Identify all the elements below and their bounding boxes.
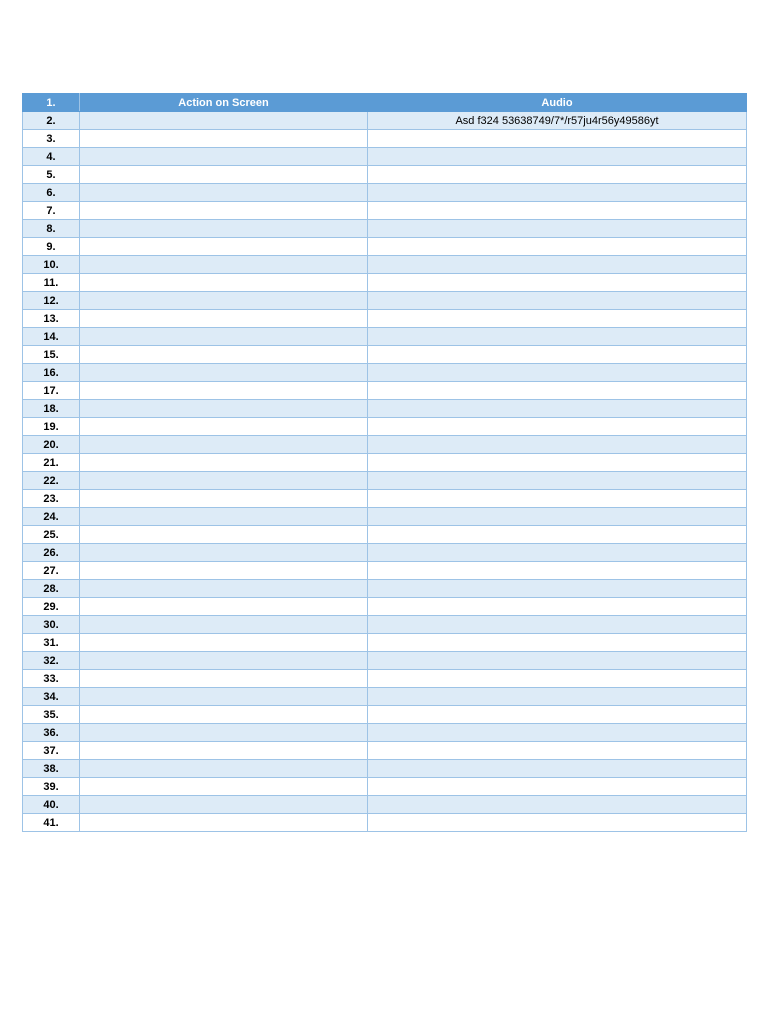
row-number-cell: 26. <box>23 544 80 562</box>
audio-cell[interactable] <box>368 184 747 202</box>
row-number-cell: 15. <box>23 346 80 364</box>
audio-cell[interactable] <box>368 238 747 256</box>
audio-cell[interactable] <box>368 688 747 706</box>
header-action-cell[interactable]: Action on Screen <box>80 94 368 112</box>
audio-cell[interactable] <box>368 220 747 238</box>
audio-cell[interactable] <box>368 148 747 166</box>
table-row <box>23 616 747 634</box>
table-row <box>23 796 747 814</box>
row-number-cell: 31. <box>23 634 80 652</box>
audio-cell[interactable] <box>368 814 747 832</box>
action-cell[interactable] <box>80 202 368 220</box>
action-cell[interactable] <box>80 112 368 130</box>
table-row <box>23 490 747 508</box>
table-row <box>23 364 747 382</box>
row-number-cell: 19. <box>23 418 80 436</box>
row-number-cell: 12. <box>23 292 80 310</box>
table-row <box>23 238 747 256</box>
table-row <box>23 508 747 526</box>
action-cell[interactable] <box>80 760 368 778</box>
script-table <box>22 93 747 832</box>
row-number-cell: 20. <box>23 436 80 454</box>
row-number-cell: 4. <box>23 148 80 166</box>
action-cell[interactable] <box>80 526 368 544</box>
audio-cell[interactable] <box>368 652 747 670</box>
table-row <box>23 310 747 328</box>
action-cell[interactable] <box>80 688 368 706</box>
row-number-cell: 3. <box>23 130 80 148</box>
row-number-cell: 39. <box>23 778 80 796</box>
action-cell[interactable] <box>80 346 368 364</box>
row-number-cell: 38. <box>23 760 80 778</box>
row-number-cell: 11. <box>23 274 80 292</box>
action-cell[interactable] <box>80 292 368 310</box>
audio-cell[interactable] <box>368 202 747 220</box>
table-row <box>23 202 747 220</box>
table-row <box>23 778 747 796</box>
action-cell[interactable] <box>80 634 368 652</box>
action-cell[interactable] <box>80 508 368 526</box>
audio-cell[interactable] <box>368 670 747 688</box>
row-number-cell: 17. <box>23 382 80 400</box>
audio-cell[interactable] <box>368 472 747 490</box>
audio-cell[interactable] <box>368 418 747 436</box>
audio-cell[interactable] <box>368 490 747 508</box>
table-row <box>23 220 747 238</box>
row-number-cell: 14. <box>23 328 80 346</box>
audio-cell[interactable] <box>368 130 747 148</box>
audio-cell[interactable] <box>368 328 747 346</box>
audio-cell[interactable] <box>368 580 747 598</box>
audio-cell[interactable] <box>368 256 747 274</box>
audio-cell[interactable] <box>368 778 747 796</box>
audio-cell[interactable] <box>368 166 747 184</box>
table-row <box>23 148 747 166</box>
audio-cell[interactable] <box>368 616 747 634</box>
audio-cell[interactable] <box>368 292 747 310</box>
row-number-cell: 22. <box>23 472 80 490</box>
header-number-cell[interactable]: 1. <box>23 94 80 112</box>
action-cell[interactable] <box>80 670 368 688</box>
action-cell[interactable] <box>80 328 368 346</box>
action-cell[interactable] <box>80 166 368 184</box>
table-row <box>23 670 747 688</box>
action-cell[interactable] <box>80 598 368 616</box>
table-row <box>23 184 747 202</box>
action-cell[interactable] <box>80 148 368 166</box>
row-number-cell: 6. <box>23 184 80 202</box>
table-row <box>23 274 747 292</box>
table-row <box>23 598 747 616</box>
audio-cell[interactable] <box>368 634 747 652</box>
audio-cell[interactable] <box>368 544 747 562</box>
action-cell[interactable] <box>80 436 368 454</box>
table-row <box>23 562 747 580</box>
audio-cell[interactable] <box>368 598 747 616</box>
audio-cell[interactable] <box>368 742 747 760</box>
audio-cell[interactable] <box>368 310 747 328</box>
table-row <box>23 652 747 670</box>
audio-cell[interactable] <box>368 436 747 454</box>
row-number-cell: 9. <box>23 238 80 256</box>
header-audio-cell[interactable]: Audio <box>368 94 747 112</box>
table-row <box>23 742 747 760</box>
table-row <box>23 292 747 310</box>
table-row <box>23 130 747 148</box>
row-number-cell: 10. <box>23 256 80 274</box>
row-number-cell: 40. <box>23 796 80 814</box>
table-row <box>23 346 747 364</box>
action-cell[interactable] <box>80 706 368 724</box>
row-number-cell: 5. <box>23 166 80 184</box>
audio-cell[interactable]: Asd f324 53638749/7*/r57ju4r56y49586yt <box>368 112 747 130</box>
audio-cell[interactable] <box>368 706 747 724</box>
table-row <box>23 472 747 490</box>
row-number-cell: 35. <box>23 706 80 724</box>
row-number-cell: 18. <box>23 400 80 418</box>
row-number-cell: 28. <box>23 580 80 598</box>
action-cell[interactable] <box>80 796 368 814</box>
audio-cell[interactable] <box>368 382 747 400</box>
action-cell[interactable] <box>80 130 368 148</box>
table-row <box>23 706 747 724</box>
table-row <box>23 544 747 562</box>
row-number-cell: 25. <box>23 526 80 544</box>
action-cell[interactable] <box>80 220 368 238</box>
audio-cell[interactable] <box>368 454 747 472</box>
audio-cell[interactable] <box>368 796 747 814</box>
action-cell[interactable] <box>80 310 368 328</box>
action-cell[interactable] <box>80 418 368 436</box>
action-cell[interactable] <box>80 724 368 742</box>
audio-cell[interactable] <box>368 724 747 742</box>
row-number-cell: 7. <box>23 202 80 220</box>
audio-cell[interactable] <box>368 562 747 580</box>
row-number-cell: 21. <box>23 454 80 472</box>
action-cell[interactable] <box>80 616 368 634</box>
action-cell[interactable] <box>80 238 368 256</box>
action-cell[interactable] <box>80 562 368 580</box>
row-number-cell: 27. <box>23 562 80 580</box>
row-number-cell: 2. <box>23 112 80 130</box>
row-number-cell: 41. <box>23 814 80 832</box>
table-row <box>23 760 747 778</box>
row-number-cell: 13. <box>23 310 80 328</box>
action-cell[interactable] <box>80 274 368 292</box>
table-row <box>23 814 747 832</box>
audio-cell[interactable] <box>368 346 747 364</box>
audio-cell[interactable] <box>368 760 747 778</box>
header-row <box>23 94 747 112</box>
row-number-cell: 34. <box>23 688 80 706</box>
row-number-cell: 37. <box>23 742 80 760</box>
action-cell[interactable] <box>80 400 368 418</box>
audio-cell[interactable] <box>368 400 747 418</box>
audio-cell[interactable] <box>368 364 747 382</box>
table-row <box>23 724 747 742</box>
action-cell[interactable] <box>80 490 368 508</box>
row-number-cell: 16. <box>23 364 80 382</box>
row-number-cell: 33. <box>23 670 80 688</box>
table-row <box>23 166 747 184</box>
action-cell[interactable] <box>80 184 368 202</box>
table-row <box>23 436 747 454</box>
action-cell[interactable] <box>80 544 368 562</box>
row-number-cell: 32. <box>23 652 80 670</box>
table-row <box>23 256 747 274</box>
action-cell[interactable] <box>80 814 368 832</box>
table-row <box>23 580 747 598</box>
table-row <box>23 112 747 130</box>
table-row <box>23 526 747 544</box>
table-row <box>23 688 747 706</box>
action-cell[interactable] <box>80 580 368 598</box>
row-number-cell: 8. <box>23 220 80 238</box>
table-row <box>23 634 747 652</box>
row-number-cell: 23. <box>23 490 80 508</box>
table-row <box>23 328 747 346</box>
table-row <box>23 454 747 472</box>
table-header <box>23 94 747 112</box>
audio-cell[interactable] <box>368 274 747 292</box>
row-number-cell: 36. <box>23 724 80 742</box>
table-row <box>23 400 747 418</box>
table-row <box>23 418 747 436</box>
action-cell[interactable] <box>80 454 368 472</box>
audio-cell[interactable] <box>368 508 747 526</box>
action-cell[interactable] <box>80 382 368 400</box>
table-row <box>23 382 747 400</box>
action-cell[interactable] <box>80 652 368 670</box>
action-cell[interactable] <box>80 742 368 760</box>
row-number-cell: 30. <box>23 616 80 634</box>
action-cell[interactable] <box>80 778 368 796</box>
action-cell[interactable] <box>80 364 368 382</box>
action-cell[interactable] <box>80 472 368 490</box>
audio-cell[interactable] <box>368 526 747 544</box>
action-cell[interactable] <box>80 256 368 274</box>
table-body <box>23 112 747 832</box>
row-number-cell: 29. <box>23 598 80 616</box>
row-number-cell: 24. <box>23 508 80 526</box>
